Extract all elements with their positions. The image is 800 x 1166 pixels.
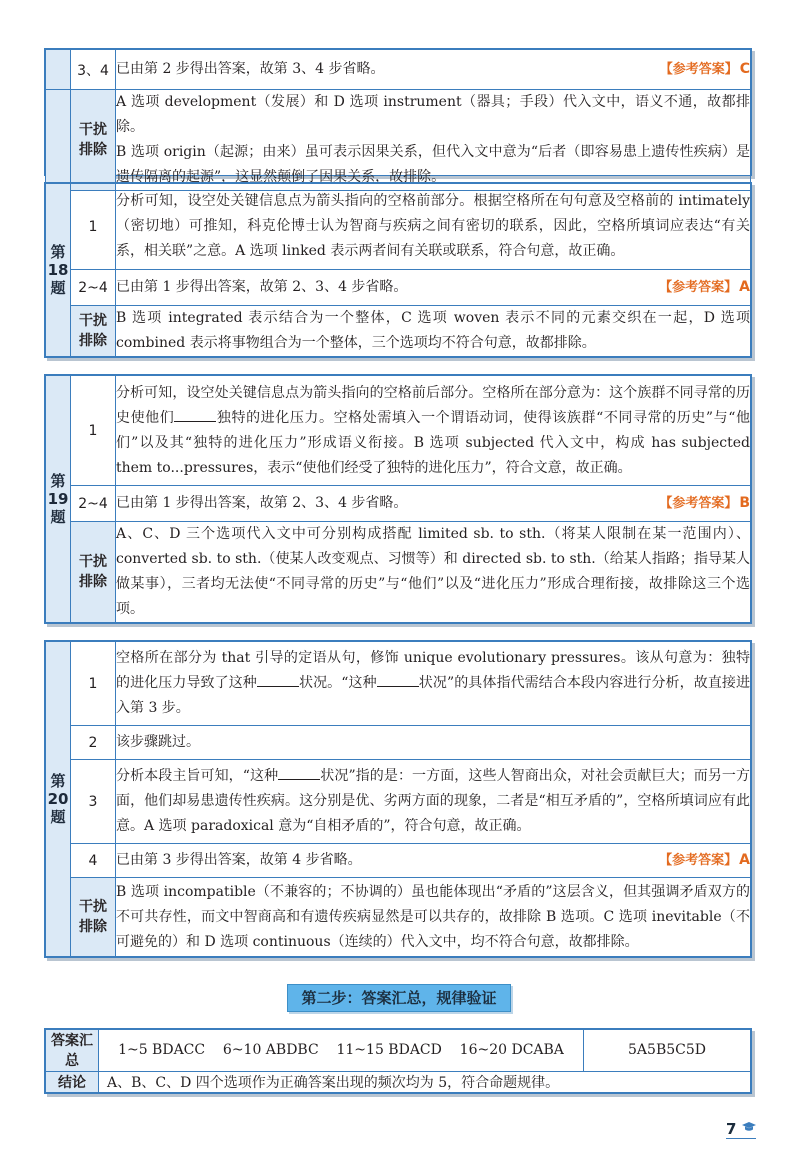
distractor-text [116,90,751,191]
conclusion-text: A、B、C、D 四个选项作为正确答案出现的频次均为 5，符合命题规律。 [99,1071,751,1092]
step-cell: 1 [71,184,116,270]
distractor-label: 干扰 排除 [71,522,116,623]
fill-blank [377,672,419,687]
reference-answer-letter: B [739,495,750,511]
step-text [116,844,751,878]
question-18-block [44,182,752,358]
distractor-line: A 选项 development（发展）和 D 选项 instrument（器具；手段）代入文中，语义不通，故都排除。 [116,94,750,135]
reference-answer-label: 【参考答案】 [659,280,738,295]
distractor-line: B 选项 origin（起源；由来）虽可表示因果关系，但代入文中意为“后者（即容易患上遗传性疾病）是遗传隔离的起源”，这显然颠倒了因果关系，故排除。 [116,144,750,185]
step-text: 分析本段主旨可知，“这种 状况”指的是：一方面，这些人智商出众，对社会贡献巨大；而另一方面，他们却易患遗传性疾病。这分别是优、劣两方面的现象，二者是“相互矛盾的”，空格所填词应有此意。A 选项 paradoxical 意为“自相矛盾的”，符合句意，故正确。 [116,760,751,844]
reference-answer-letter: C [739,61,750,77]
step-cell: 4 [71,844,116,878]
distractor-label: 干扰 排除 [71,306,116,357]
answer-summary-table [44,1028,752,1094]
reference-answer-label: 【参考答案】 [659,62,738,77]
answer-codes: 1~5 BDACC 6~10 ABDBC 11~15 BDACD 16~20 DCABA [99,1030,584,1072]
question-19-label: 第 19 题 [46,376,71,623]
reference-answer [659,848,750,873]
step-text [116,270,751,306]
reference-answer [660,57,750,82]
step-cell: 3、4 [71,50,116,90]
reference-answer [659,491,750,516]
step-cell: 2~4 [71,270,116,306]
conclusion-label: 结论 [46,1071,99,1092]
fill-blank [174,407,216,422]
distractor-label: 干扰 排除 [71,90,116,191]
step-cell: 1 [71,642,116,726]
reference-answer-letter: A [739,852,750,868]
step-cell: 2~4 [71,486,116,522]
step-cell: 2 [71,726,116,760]
step-text: 空格所在部分为 that 引导的定语从句，修饰 unique evolutionary pressures。该从句意为：独特的进化压力导致了这种 状况。“这种 状况”的具体指代需结合本段内容进行分析，故直接进入第 3 步。 [116,642,751,726]
fill-blank [278,765,320,780]
step-text-content: 已由第 2 步得出答案，故第 3、4 步省略。 [116,61,385,77]
reference-answer-label: 【参考答案】 [659,496,738,511]
step-cell: 3 [71,760,116,844]
question-20-label: 第 20 题 [46,642,71,957]
step-text [116,50,751,90]
question-19-block [44,374,752,624]
fill-blank [257,672,299,687]
distractor-label: 干扰 排除 [71,878,116,957]
distractor-text: A、C、D 三个选项代入文中可分别构成搭配 limited sb. to sth.（将某人限制在某一范围内）、converted sb. to sth.（使某人改变观点、习惯等）和 directed sb. to sth.（给某人指路；指导某人做某事），三者均无法使“不同寻常的历史”与“他们”以及“进化压力”形成合理衔接，故排除这三个选项。 [116,522,751,623]
section-banner: 第二步：答案汇总，规律验证 [287,984,511,1012]
reference-answer-letter: A [739,279,750,295]
question-17-block [44,48,752,185]
step-text: 该步骤跳过。 [116,726,751,760]
step-text [116,486,751,522]
page-number: 7 [726,1120,756,1139]
distractor-text: B 选项 incompatible（不兼容的；不协调的）虽也能体现出“矛盾的”这层含义，但其强调矛盾双方的不可共存性，而文中智商高和有遗传疾病显然是可以共存的，故排除 B 选项。C 选项 inevitable（不可避免的）和 D 选项 continuous（连续的）代入文中，均不符合句意，故都排除。 [116,878,751,957]
answer-pattern: 5A5B5C5D [584,1030,751,1072]
distractor-text: B 选项 integrated 表示结合为一个整体，C 选项 woven 表示不同的元素交织在一起，D 选项 combined 表示将事物组合为一个整体，三个选项均不符合句意，故都排除。 [116,306,751,357]
reference-answer-label: 【参考答案】 [659,853,738,868]
graduation-cap-icon [742,1122,756,1132]
summary-label: 答案汇总 [46,1030,99,1072]
step-text: 分析可知，设空处关键信息点为箭头指向的空格前部分。根据空格所在句句意及空格前的 intimately（密切地）可推知，科克伦博士认为智商与疾病之间有密切的联系，因此，空格所填词应表达“有关系，相关联”之意。A 选项 linked 表示两者间有关联或联系，符合句意，故正确。 [116,184,751,270]
step-text-content: 已由第 1 步得出答案，故第 2、3、4 步省略。 [116,279,408,295]
step-text: 分析可知，设空处关键信息点为箭头指向的空格前后部分。空格所在部分意为：这个族群不同寻常的历史使他们 独特的进化压力。空格处需填入一个谓语动词，使得该族群“不同寻常的历史”与“他们”以及其“独特的进化压力”形成语义衔接。B 选项 subjected 代入文中，构成 has subjected them to...pressures，表示“使他们经受了独特的进化压力”，符合文意，故正确。 [116,376,751,486]
reference-answer [659,275,750,300]
step-text-content: 已由第 3 步得出答案，故第 4 步省略。 [116,852,362,868]
question-17-side [46,50,71,90]
question-18-label: 第 18 题 [46,184,71,357]
question-20-block [44,640,752,958]
step-cell: 1 [71,376,116,486]
step-text-content: 已由第 1 步得出答案，故第 2、3、4 步省略。 [116,495,408,511]
